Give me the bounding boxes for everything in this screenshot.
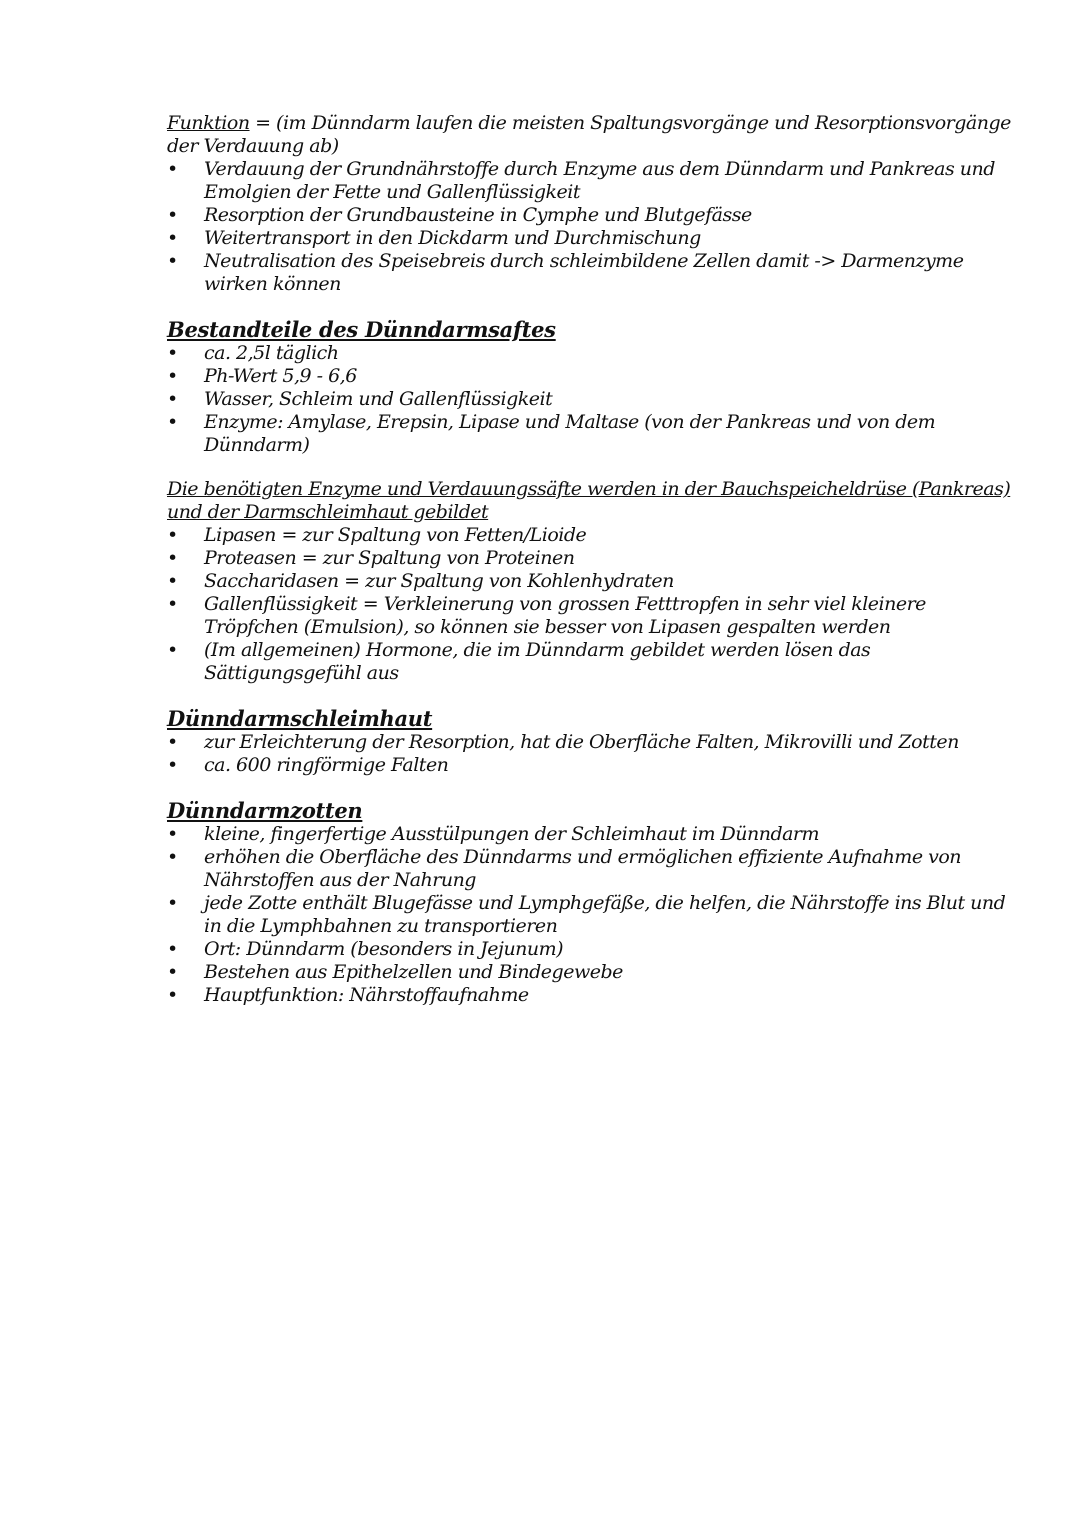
list-item: • kleine, fingerfertige Ausstülpungen der Schleimhaut im Dünndarm [167,823,1017,846]
list-item: • Saccharidasen = zur Spaltung von Kohlenhydraten [167,570,1017,593]
zotten-heading: Dünndarmzotten [167,798,363,823]
list-item: • Wasser, Schleim und Gallenflüssigkeit [167,388,1017,411]
list-item: • ca. 600 ringförmige Falten [167,754,1017,777]
list-item: • Neutralisation des Speisebreis durch schleimbildene Zellen damit -> Darmenzyme wirken können [167,250,1017,296]
list-item: • Proteasen = zur Spaltung von Proteinen [167,547,1017,570]
funktion-list [167,158,1017,296]
list-item: • ca. 2,5l täglich [167,342,1017,365]
list-item: • Resorption der Grundbausteine in Cymphe und Blutgefässe [167,204,1017,227]
list-item: • (Im allgemeinen) Hormone, die im Dünndarm gebildet werden lösen das Sättigungsgefühl aus [167,639,1017,685]
funktion-text: = (im Dünndarm laufen die meisten Spaltungsvorgänge und Resorptionsvorgänge der Verdauung ab) [167,112,1011,157]
funktion-label: Funktion [167,112,250,134]
funktion-intro [167,112,1017,158]
zotten-list [167,823,1017,1007]
document-page [167,112,1017,1007]
list-item: • Weitertransport in den Dickdarm und Durchmischung [167,227,1017,250]
list-item: • erhöhen die Oberfläche des Dünndarms und ermöglichen effiziente Aufnahme von Nährstoffen aus der Nahrung [167,846,1017,892]
schleimhaut-heading: Dünndarmschleimhaut [167,706,433,731]
list-item: • Hauptfunktion: Nährstoffaufnahme [167,984,1017,1007]
list-item: • Lipasen = zur Spaltung von Fetten/Lioide [167,524,1017,547]
list-item: • zur Erleichterung der Resorption, hat die Oberfläche Falten, Mikrovilli und Zotten [167,731,1017,754]
enzyme-intro: Die benötigten Enzyme und Verdauungssäfte werden in der Bauchspeicheldrüse (Pankreas) und der Darmschleimhaut gebildet [167,478,1011,523]
list-item: • Bestehen aus Epithelzellen und Bindegewebe [167,961,1017,984]
list-item: • Enzyme: Amylase, Erepsin, Lipase und Maltase (von der Pankreas und von dem Dünndarm) [167,411,1017,457]
enzyme-list [167,524,1017,685]
list-item: • Verdauung der Grundnährstoffe durch Enzyme aus dem Dünndarm und Pankreas und Emolgien der Fette und Gallenflüssigkeit [167,158,1017,204]
list-item: • Ph-Wert 5,9 - 6,6 [167,365,1017,388]
bestandteile-heading: Bestandteile des Dünndarmsaftes [167,317,556,342]
schleimhaut-list [167,731,1017,777]
list-item: • jede Zotte enthält Blugefässe und Lymphgefäße, die helfen, die Nährstoffe ins Blut und in die Lymphbahnen zu transportieren [167,892,1017,938]
list-item: • Gallenflüssigkeit = Verkleinerung von grossen Fetttropfen in sehr viel kleinere Tröpfchen (Emulsion), so können sie besser von Lipasen gespalten werden [167,593,1017,639]
list-item: • Ort: Dünndarm (besonders in Jejunum) [167,938,1017,961]
bestandteile-list [167,342,1017,457]
